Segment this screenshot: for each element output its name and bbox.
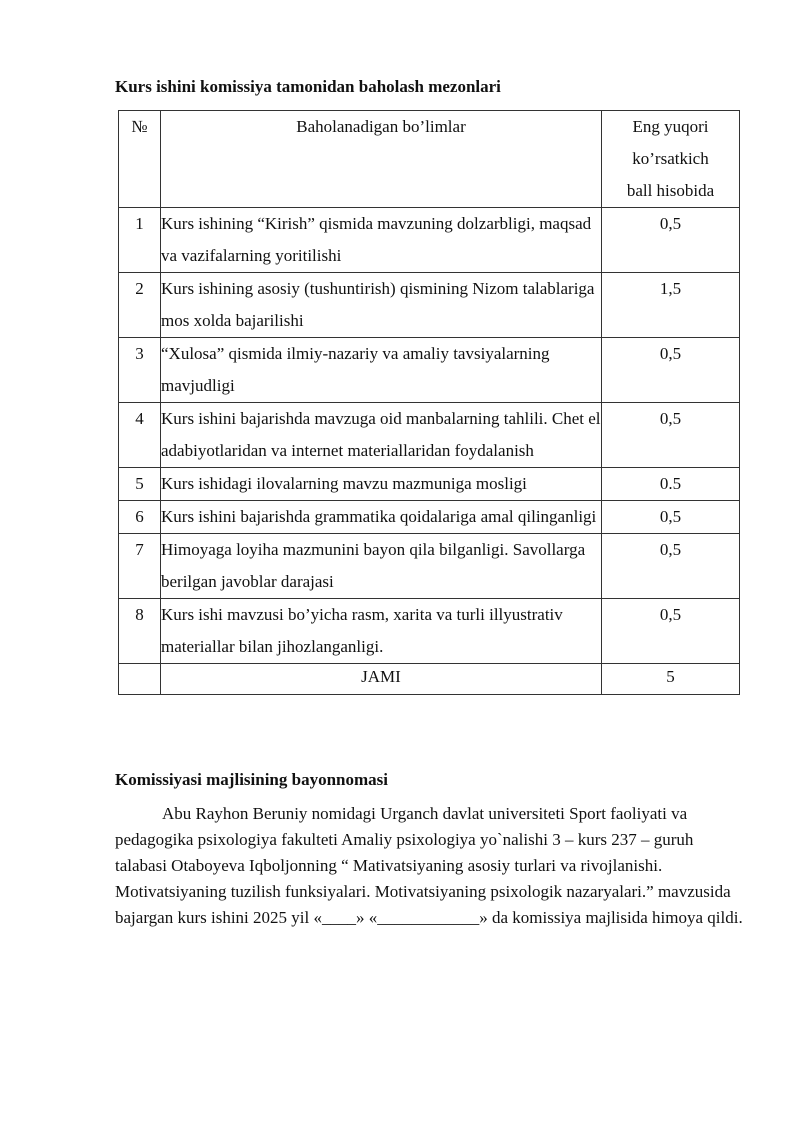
table-row [119, 599, 740, 664]
row-points: 0.5 [602, 468, 740, 501]
total-label: JAMI [161, 664, 602, 695]
header-section: Baholanadigan bo’limlar [161, 111, 602, 208]
row-criterion: “Xulosa” qismida ilmiy-nazariy va amaliy tavsiyalarning mavjudligi [161, 338, 602, 403]
row-number: 8 [119, 599, 161, 664]
row-criterion: Kurs ishini bajarishda grammatika qoidalariga amal qilinganligi [161, 501, 602, 534]
row-points: 0,5 [602, 599, 740, 664]
minutes-paragraph: Abu Rayhon Beruniy nomidagi Urganch davlat universiteti Sport faoliyati va pedagogika psixologiya fakulteti Amaliy psixologiya yo`nalishi 3 – kurs 237 – guruh talabasi Otaboyeva Iqboljonning “ Mativatsiyaning asosiy turlari va rivojlanishi. Motivatsiyaning tuzilish funksiyalari. Motivatsiyaning psixologik nazaryalari.” mavzusida bajargan kurs ishini 2025 yil «____» «____________» da komissiya majlisida himoya qildi. [115, 804, 743, 927]
table-row [119, 534, 740, 599]
header-max-points-line2: ko’rsatkich [632, 149, 709, 168]
row-criterion: Himoyaga loyiha mazmunini bayon qila bilganligi. Savollarga berilgan javoblar darajasi [161, 534, 602, 599]
row-number: 5 [119, 468, 161, 501]
row-points: 0,5 [602, 338, 740, 403]
total-number-empty [119, 664, 161, 695]
header-number: № [119, 111, 161, 208]
table-row [119, 403, 740, 468]
row-number: 2 [119, 273, 161, 338]
table-row [119, 208, 740, 273]
table-total-row [119, 664, 740, 695]
header-max-points-line3: ball hisobida [626, 181, 715, 200]
row-points: 1,5 [602, 273, 740, 338]
row-criterion: Kurs ishidagi ilovalarning mavzu mazmuniga mosligi [161, 468, 602, 501]
row-number: 3 [119, 338, 161, 403]
row-criterion: Kurs ishini bajarishda mavzuga oid manbalarning tahlili. Chet el adabiyotlaridan va internet materiallaridan foydalanish [161, 403, 602, 468]
row-criterion: Kurs ishi mavzusi bo’yicha rasm, xarita va turli illyustrativ materiallar bilan jihozlanganligi. [161, 599, 602, 664]
row-number: 7 [119, 534, 161, 599]
row-number: 1 [119, 208, 161, 273]
row-points: 0,5 [602, 534, 740, 599]
table-header-row [119, 111, 740, 208]
criteria-table [118, 110, 740, 695]
table-row [119, 338, 740, 403]
table-heading: Kurs ishini komissiya tamonidan baholash mezonlari [115, 77, 501, 96]
row-number: 6 [119, 501, 161, 534]
minutes-heading: Komissiyasi majlisining bayonnomasi [115, 770, 389, 789]
table-row [119, 468, 740, 501]
row-points: 0,5 [602, 501, 740, 534]
row-number: 4 [119, 403, 161, 468]
table-row [119, 501, 740, 534]
header-max-points-line1: Eng yuqori [632, 117, 709, 136]
table-row [119, 273, 740, 338]
total-value: 5 [602, 664, 740, 695]
row-points: 0,5 [602, 208, 740, 273]
row-criterion: Kurs ishining “Kirish” qismida mavzuning dolzarbligi, maqsad va vazifalarning yoritilishi [161, 208, 602, 273]
row-criterion: Kurs ishining asosiy (tushuntirish) qismining Nizom talablariga mos xolda bajarilishi [161, 273, 602, 338]
header-max-points [602, 111, 740, 208]
row-points: 0,5 [602, 403, 740, 468]
